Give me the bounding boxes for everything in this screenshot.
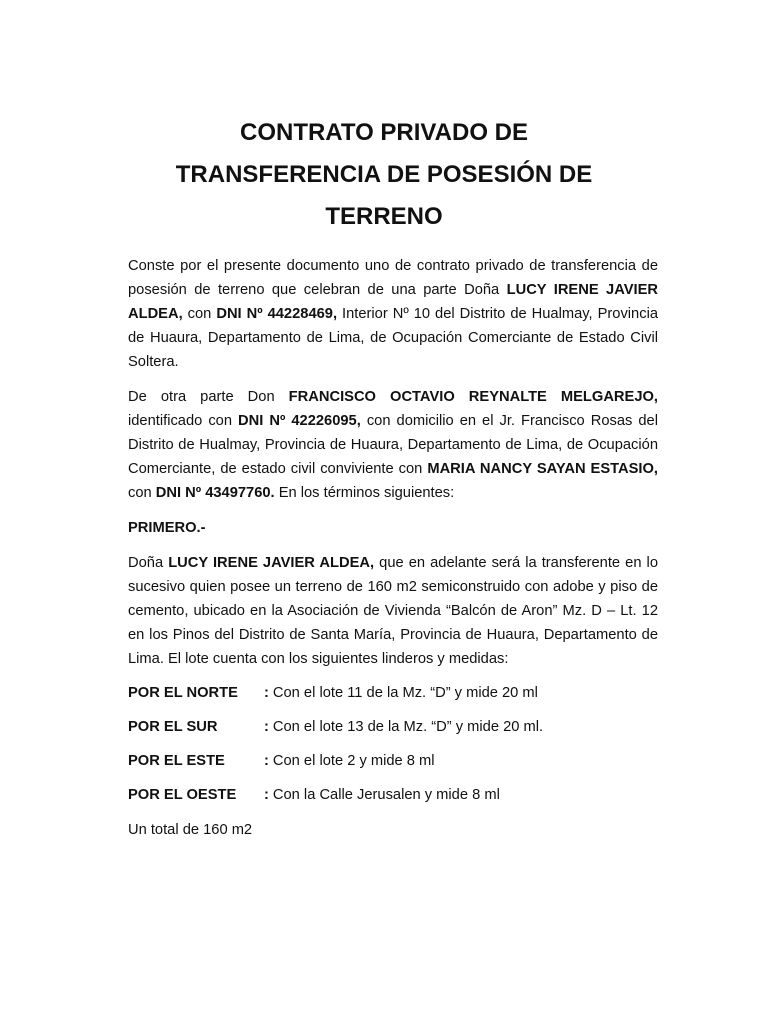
total-area: Un total de 160 m2: [128, 822, 253, 838]
text: con domicilio en el Jr. Francisco Rosas del Distrito de Hualmay, Provincia de Huaura, Departamento de Lima, de Ocupación Comerciante, de estado civil conviviente con: [128, 413, 658, 477]
bold-name: LUCY IRENE JAVIER ALDEA,: [168, 555, 375, 571]
document-body: [128, 254, 658, 842]
lindero-label: POR EL NORTE: [128, 685, 238, 701]
title-line-2: TRANSFERENCIA DE POSESIÓN DE: [175, 161, 593, 188]
lindero-label: POR EL ESTE: [128, 753, 225, 769]
text: con: [182, 306, 217, 322]
text: identificado con: [128, 413, 239, 429]
paragraph-primero: [128, 551, 658, 671]
lindero-colon: :: [264, 753, 269, 769]
text: Doña: [128, 555, 169, 571]
lindero-text: Con el lote 13 de la Mz. “D” y mide 20 ml.: [272, 719, 544, 735]
lindero-row: [128, 783, 658, 807]
paragraph-second-party: [128, 385, 658, 505]
bold-name: MARIA NANCY SAYAN ESTASIO,: [427, 461, 659, 477]
text: Conste por el presente documento uno de contrato privado de transferencia de posesión de terreno que celebran de una parte Doña: [128, 258, 658, 298]
text: En los términos siguientes:: [274, 485, 455, 501]
lindero-text: Con la Calle Jerusalen y mide 8 ml: [272, 787, 500, 803]
paragraph-first-party: [128, 254, 658, 374]
lindero-text: Con el lote 2 y mide 8 ml: [272, 753, 435, 769]
bold-name: FRANCISCO OCTAVIO REYNALTE MELGAREJO,: [288, 389, 659, 405]
lindero-text: Con el lote 11 de la Mz. “D” y mide 20 ml: [272, 685, 538, 701]
bold-dni: DNI Nº 42226095,: [238, 413, 361, 429]
lindero-label: POR EL SUR: [128, 719, 218, 735]
text: Interior Nº 10 del Distrito de Hualmay, Provincia de Huaura, Departamento de Lima, de Ocupación Comerciante de Estado Civil Soltera.: [128, 306, 658, 370]
lindero-row: [128, 681, 658, 705]
text: De otra parte Don: [128, 389, 289, 405]
lindero-row: [128, 715, 658, 739]
lindero-colon: :: [264, 685, 269, 701]
document-title: [0, 112, 768, 238]
lindero-colon: :: [264, 719, 269, 735]
lindero-label: POR EL OESTE: [128, 787, 237, 803]
lindero-colon: :: [264, 787, 269, 803]
section-heading-primero: PRIMERO.-: [128, 520, 206, 536]
bold-name: LUCY IRENE JAVIER ALDEA,: [128, 282, 659, 322]
title-line-1: CONTRATO PRIVADO DE: [239, 119, 528, 146]
bold-dni: DNI Nº 43497760.: [155, 485, 275, 501]
text: que en adelante será la transferente en lo sucesivo quien posee un terreno de 160 m2 semiconstruido con adobe y piso de cemento, ubicado en la Asociación de Vivienda “Balcón de Aron” Mz. D – Lt. 12 en los Pinos del Distrito de Santa María, Provincia de Huaura, Departamento de Lima. El lote cuenta con los siguientes linderos y medidas:: [128, 555, 658, 667]
bold-dni: DNI Nº 44228469,: [216, 306, 338, 322]
title-line-3: TERRENO: [325, 203, 443, 230]
text: con: [128, 485, 156, 501]
lindero-row: [128, 749, 658, 773]
